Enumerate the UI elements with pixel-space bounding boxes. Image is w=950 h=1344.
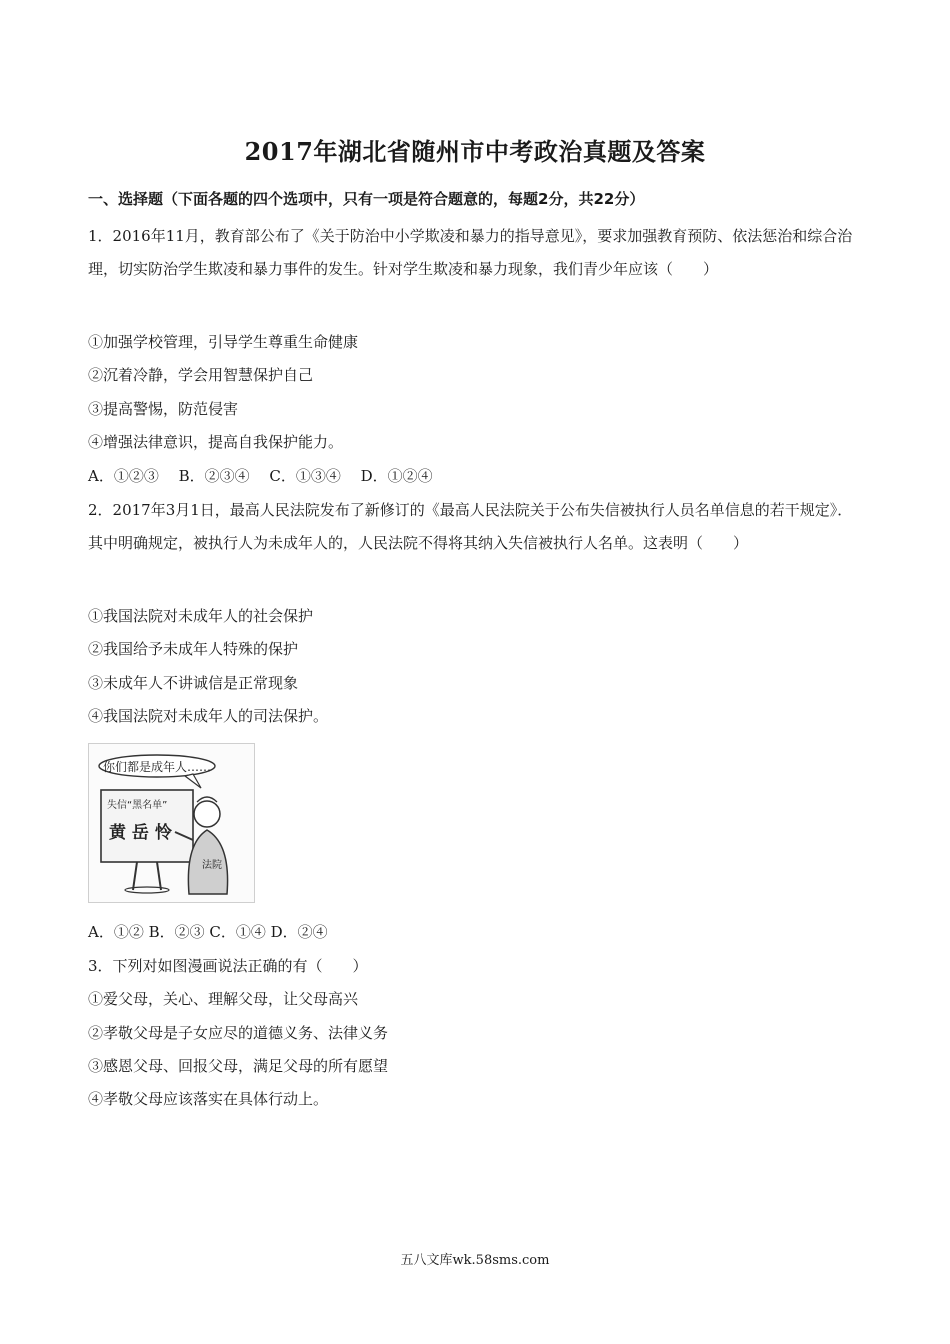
board-names: 黄 岳 怜: [109, 823, 172, 843]
question-1-option-3: ③提高警惕，防范侵害: [88, 400, 239, 418]
board-stand-left: [133, 862, 137, 890]
question-3-option-4: ④孝敬父母应该落实在具体行动上。: [88, 1090, 329, 1108]
speech-bubble-tail: [185, 774, 201, 788]
judge-head: [194, 801, 220, 827]
question-3-stem: 3．下列对如图漫画说法正确的有（ ）: [88, 957, 368, 975]
question-1-stem: 1．2016年11月，教育部公布了《关于防治中小学欺凌和暴力的指导意见》，要求加强教育预防、依法惩治和综合治理，切实防治学生欺凌和暴力事件的发生。针对学生欺凌和暴力现象，我们青少年应该（ ）: [88, 227, 853, 278]
section-heading: 一、选择题（下面各题的四个选项中，只有一项是符合题意的，每题2分，共22分）: [88, 190, 645, 208]
question-3-option-3: ③感恩父母、回报父母，满足父母的所有愿望: [88, 1057, 389, 1075]
question-2-option-1: ①我国法院对未成年人的社会保护: [88, 607, 314, 625]
board-label: 失信“黑名单”: [107, 800, 168, 811]
question-2-option-2: ②我国给予未成年人特殊的保护: [88, 640, 299, 658]
question-1-answers: A．①②③ B．②③④ C．①③④ D．①②④: [88, 467, 433, 485]
question-2-stem: 2．2017年3月1日，最高人民法院发布了新修订的《最高人民法院关于公布失信被执行人员名单信息的若干规定》．其中明确规定，被执行人为未成年人的，人民法院不得将其纳入失信被执行人名单。这表明（ ）: [88, 501, 853, 552]
question-1-option-4: ④增强法律意识，提高自我保护能力。: [88, 433, 344, 451]
question-3-option-1: ①爱父母，关心、理解父母，让父母高兴: [88, 990, 359, 1008]
page-title: 2017年湖北省随州市中考政治真题及答案: [244, 137, 706, 166]
question-3-option-2: ②孝敬父母是子女应尽的道德义务、法律义务: [88, 1024, 389, 1042]
page-footer: 五八文库wk.58sms.com: [400, 1253, 550, 1268]
board-stand-right: [157, 862, 161, 890]
cartoon-figure: [88, 743, 255, 903]
judge-badge: 法院: [202, 860, 222, 871]
speech-text: 你们都是成年人……: [102, 760, 212, 774]
question-1-option-2: ②沉着冷静，学会用智慧保护自己: [88, 366, 314, 384]
board-base: [125, 887, 169, 893]
question-2-option-3: ③未成年人不讲诚信是正常现象: [88, 674, 299, 692]
question-2-answers: A．①② B．②③ C．①④ D．②④: [88, 923, 328, 941]
question-1-option-1: ①加强学校管理，引导学生尊重生命健康: [88, 333, 359, 351]
cartoon-illustration: [89, 744, 254, 902]
question-2-option-4: ④我国法院对未成年人的司法保护。: [88, 707, 329, 725]
